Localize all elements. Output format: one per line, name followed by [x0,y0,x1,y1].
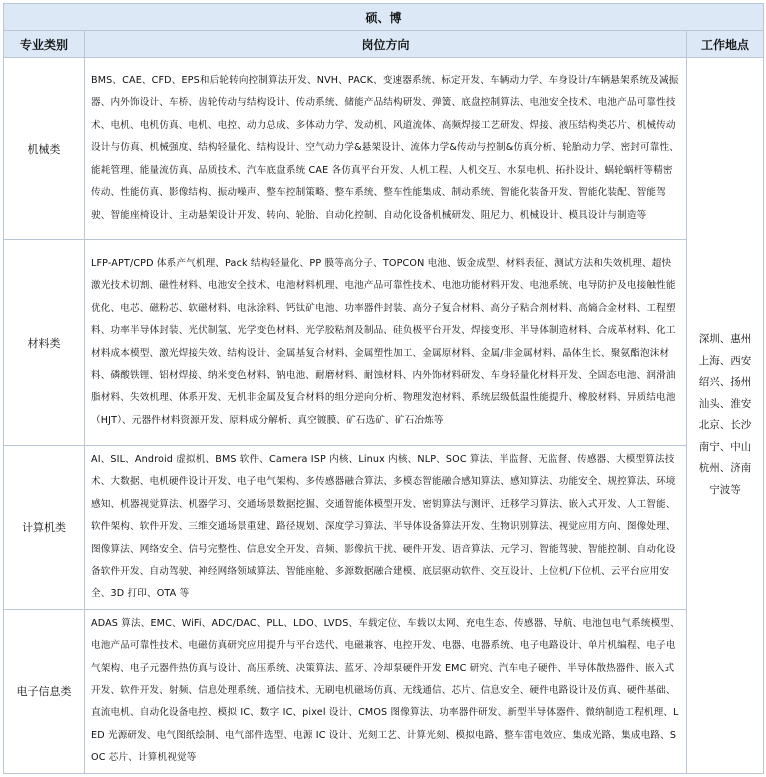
work-locations [687,58,764,774]
header-category: 专业类别 [4,31,85,58]
header-location: 工作地点 [687,31,764,58]
location-line: 上海、西安 [698,354,752,367]
directions-electronics: ADAS 算法、EMC、WiFi、ADC/DAC、PLL、LDO、LVDS、车载定位、车载以太网、充电生态、传感器、导航、电池包电气系统模型、电池产品可靠性技术、电磁仿真研究应用提升与平台迭代、电磁兼容、电控开发、电器、电器系统、电子电路设计、单片机编程、电子电气架构、电子元器件热仿真与设计、高压系统、决策算法、蓝牙、冷却泵硬件开发 EMC 研究、汽车电子硬件、半导体散热器件、嵌入式开发、软件开发、射频、信息处理系统、通信技术、无刷电机磁场仿真、无线通信、芯片、信息安全、硬件电路设计及仿真、硬件基础、直流电机、自动化设备电控、模拟 IC、数字 IC、pixel 设计、CMOS 图像算法、功率器件研发、新型半导体器件、微纳制造工程机理、LED 光源研发、电气图纸绘制、电气部件选型、电源 IC 设计、光刻工艺、计算光刻、模拟电路、整车雷电效应、集成光路、集成电路、SOC 芯片、计算机视觉等 [85,609,687,773]
category-mechanical: 机械类 [4,58,85,240]
directions-materials: LFP-APT/CPD 体系产气机理、Pack 结构轻量化、PP 膜等高分子、TOPCON 电池、钣金成型、材料表征、测试方法和失效机理、超快激光技术切割、磁性材料、电池安全技术、电池材料机理、电池产品可靠性技术、电池功能材料开发、电池系统、电导防护及电接触性能优化、电芯、磁粉芯、软磁材料、电泳涂料、钙钛矿电池、功率器件封装、高分子复合材料、高分子粘合剂材料、高熵合金材料、工程塑料、功率半导体封装、光伏制氢、光学变色材料、光学胶粘剂及制品、硅负极平台开发、焊接变形、半导体制造材料、合成革材料、化工材料成本模型、激光焊接失效、结构设计、金属基复合材料、金属塑性加工、金属原材料、金属/非金属材料、晶体生长、聚氨酯泡沫材料、磷酸铁锂、铝材焊接、纳米变色材料、钠电池、耐磨材料、耐蚀材料、内外饰材料研发、车身轻量化材料开发、全固态电池、润滑油脂材料、失效机理、体系开发、无机非金属及复合材料的组分逆向分析、物理发泡材料、系统层级低温性能提升、橡胶材料、异质结电池（HJT）、元器件材料资源开发、原料成分解析、真空镀膜、矿石选矿、矿石冶炼等 [85,240,687,446]
category-electronics: 电子信息类 [4,609,85,773]
positions-table [3,3,764,774]
table-title: 硕、博 [4,4,764,31]
directions-computer: AI、SIL、Android 虚拟机、BMS 软件、Camera ISP 内核、Linux 内核、NLP、SOC 算法、半监督、无监督、传感器、大模型算法技术、大数据、电机硬件设计开发、电子电气架构、多传感器融合算法、多模态智能融合感知算法、感知算法、功能安全、规控算法、环境感知、机器视觉算法、机器学习、交通场景数据挖掘、交通智能体模型开发、密钥算法与测评、迁移学习算法、嵌入式开发、人工智能、软件架构、软件开发、三维交通场景重建、路径规划、深度学习算法、半导体设备算法开发、生物识别算法、视觉应用方向、图像处理、图像算法、网络安全、信号完整性、信息安全开发、音频、影像抗干扰、硬件开发、语音算法、元学习、智能驾驶、智能控制、自动化设备软件开发、自动驾驶、神经网络领域算法、智能座舱、多源数据融合建模、底层驱动软件、交互设计、上位机/下位机、云平台应用安全、3D 打印、OTA 等 [85,446,687,610]
location-line: 深圳、惠州 [698,333,752,346]
category-computer: 计算机类 [4,446,85,610]
directions-mechanical: BMS、CAE、CFD、EPS和后轮转向控制算法开发、NVH、PACK、变速器系统、标定开发、车辆动力学、车身设计/车辆悬架系统及减振器、内外饰设计、车桥、齿轮传动与结构设计、传动系统、储能产品结构研发、弹簧、底盘控制算法、电池安全技术、电池产品可靠性技术、电机、电机仿真、电机、电控、动力总成、多体动力学、发动机、风道流体、高频焊接工艺研发、焊接、液压结构类芯片、机械传动设计与仿真、机械强度、结构轻量化、结构设计、空气动力学&悬架设计、流体力学&传动与控制&仿真分析、轮胎动力学、密封可靠性、能耗管理、能量流仿真、品质技术、汽车底盘系统 CAE 各仿真平台开发、人机工程、人机交互、水泵电机、拓扑设计、蜗轮蜗杆等精密传动、性能仿真、影像结构、振动噪声、整车控制策略、整车系统、整车性能集成、制动系统、智能化装备开发、智能化装配、智能驾驶、智能座椅设计、主动悬架设计开发、转向、轮胎、自动化控制、自动化设备机械研发、阻尼力、机械设计、模具设计与制造等 [85,58,687,240]
location-line: 汕头、淮安 [698,397,752,410]
location-line: 绍兴、扬州 [698,376,752,389]
header-direction: 岗位方向 [85,31,687,58]
category-materials: 材料类 [4,240,85,446]
location-line: 杭州、济南 [698,462,752,475]
location-line: 南宁、中山 [698,440,752,453]
location-line: 宁波等 [709,483,741,496]
location-line: 北京、长沙 [698,419,752,432]
